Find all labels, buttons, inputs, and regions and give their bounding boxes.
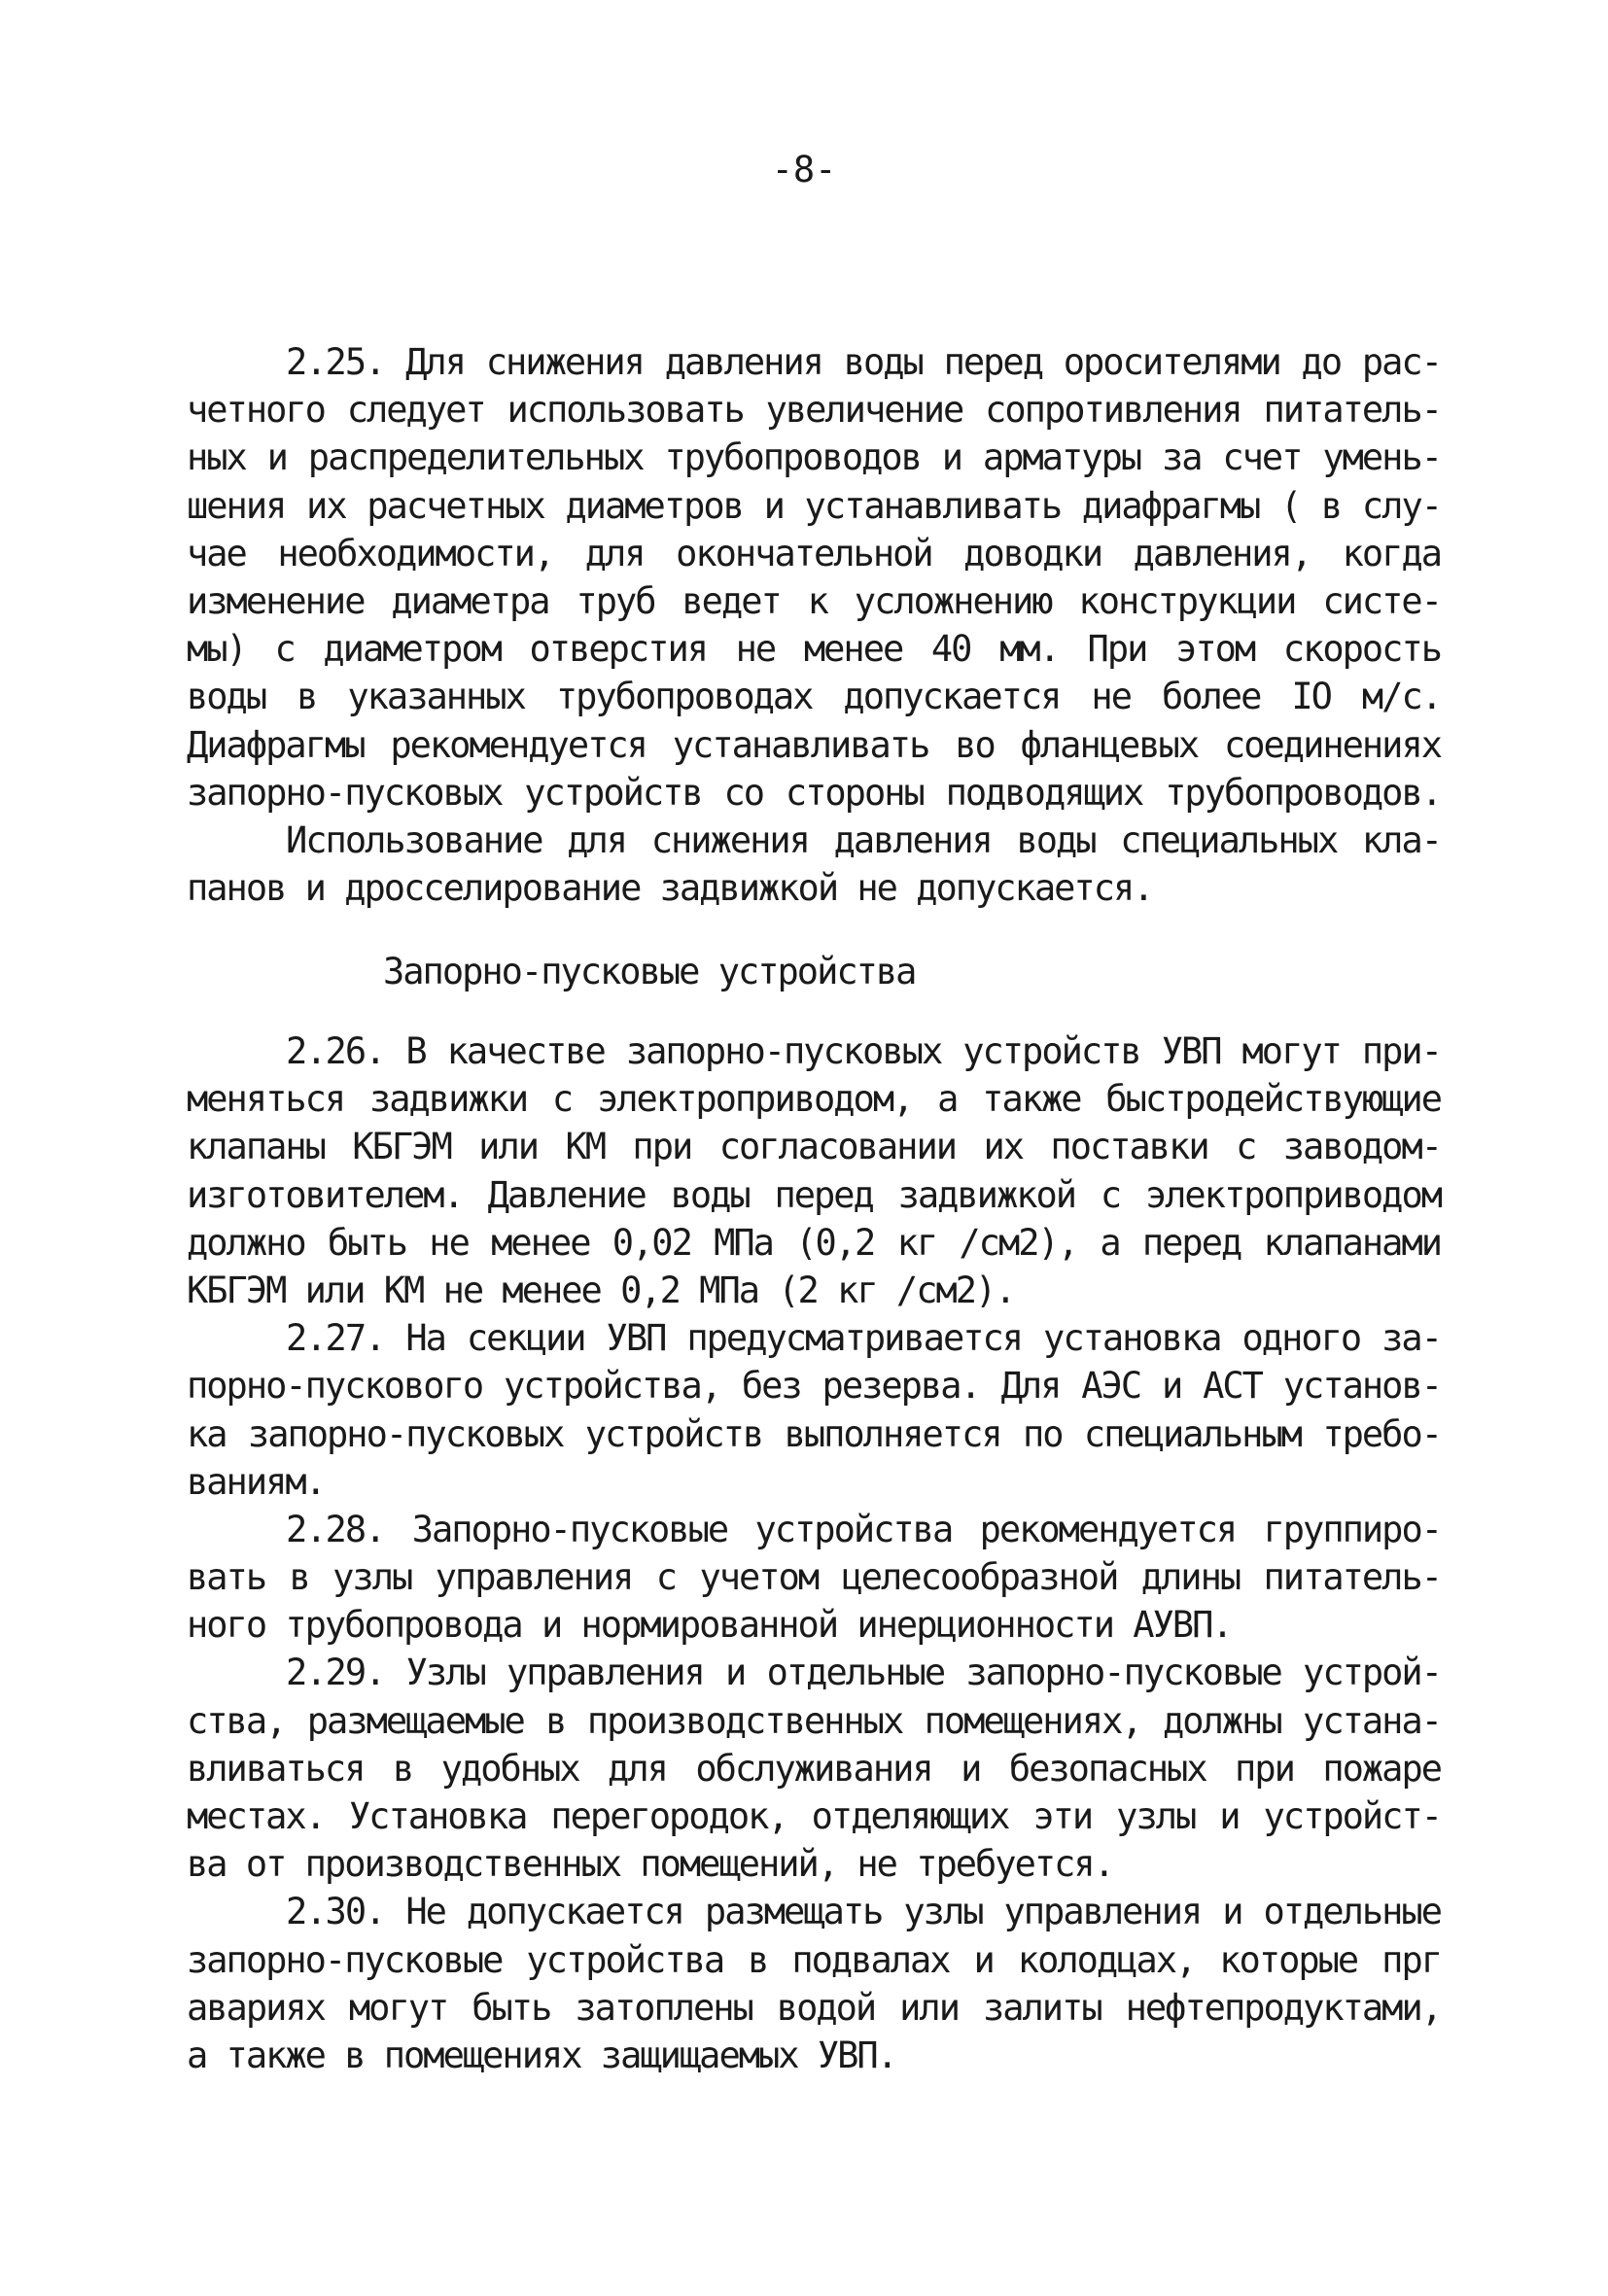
paragraph-line: ва от производственных помещений, не требуется.: [187, 1843, 1113, 1886]
paragraph-line: 2.29. Узлы управления и отдельные запорно-пусковые устрой-: [286, 1652, 1441, 1694]
section-2-26-2-30-text: [187, 1027, 1441, 2079]
paragraph-line: панов и дросселирование задвижкой не допускается.: [187, 867, 1153, 910]
paragraph-line: мы) с диаметром отверстия не менее 40 мм. При этом скорость: [187, 628, 1441, 671]
paragraph-line: клапаны КБГЭМ или КМ при согласовании их поставки с заводом-: [187, 1126, 1441, 1168]
paragraph-line: ваниям.: [187, 1460, 325, 1503]
paragraph-line: 2.30. Не допускается размещать узлы управления и отдельные: [286, 1891, 1441, 1933]
paragraph-line: Использование для снижения давления воды специальных кла-: [286, 818, 1441, 861]
paragraph-line: 2.25. Для снижения давления воды перед оросителями до рас-: [286, 341, 1441, 383]
paragraph-line: четного следует использовать увеличение сопротивления питатель-: [187, 389, 1441, 432]
paragraph-line: изменение диаметра труб ведет к усложнению конструкции систе-: [187, 579, 1441, 622]
paragraph-line: вать в узлы управления с учетом целесообразной длины питатель-: [187, 1556, 1441, 1599]
paragraph-line: авариях могут быть затоплены водой или залиты нефтепродуктами,: [187, 1986, 1441, 2029]
paragraph-line: ства, размещаемые в производственных помещениях, должны устана-: [187, 1699, 1441, 1742]
paragraph-line: 2.26. В качестве запорно-пусковых устройств УВП могут при-: [286, 1030, 1441, 1072]
paragraph-line: 2.28. Запорно-пусковые устройства рекомендуется группиро-: [286, 1508, 1441, 1550]
paragraph-line: изготовителем. Давление воды перед задвижкой с электроприводом: [187, 1173, 1441, 1216]
paragraph-line: воды в указанных трубопроводах допускается не более IO м/с.: [187, 676, 1441, 718]
paragraph-line: 2.27. На секции УВП предусматривается установка одного за-: [286, 1317, 1441, 1360]
paragraph-line: меняться задвижки с электроприводом, а также быстродействующие: [187, 1078, 1441, 1121]
paragraph-line: Диафрагмы рекомендуется устанавливать во фланцевых соединениях: [187, 723, 1441, 766]
paragraph-line: чае необходимости, для окончательной доводки давления, когда: [187, 532, 1441, 574]
paragraph-line: должно быть не менее 0,02 МПа (0,2 кг /см2), а перед клапанами: [187, 1221, 1441, 1264]
page-number: -8-: [771, 149, 837, 191]
paragraph-line: шения их расчетных диаметров и устанавливать диафрагмы ( в слу-: [187, 484, 1441, 527]
paragraph-line: местах. Установка перегородок, отделяющих эти узлы и устройст-: [187, 1795, 1441, 1837]
paragraph-line: а также в помещениях защищаемых УВП.: [187, 2034, 896, 2076]
paragraph-line: порно-пускового устройства, без резерва. Для АЭС и АСТ установ-: [187, 1365, 1441, 1408]
paragraph-line: вливаться в удобных для обслуживания и безопасных при пожаре: [187, 1747, 1441, 1790]
section-2-25-text: [187, 338, 1441, 912]
paragraph-line: ка запорно-пусковых устройств выполняется по специальным требо-: [187, 1412, 1441, 1455]
paragraph-line: запорно-пусковые устройства в подвалах и колодцах, которые прг: [187, 1938, 1441, 1981]
paragraph-line: ного трубопровода и нормированной инерционности АУВП.: [187, 1604, 1232, 1647]
paragraph-line: ных и распределительных трубопроводов и арматуры за счет умень-: [187, 436, 1441, 479]
section-heading: Запорно-пусковые устройства: [383, 951, 916, 992]
paragraph-line: запорно-пусковых устройств со стороны подводящих трубопроводов.: [187, 771, 1441, 814]
paragraph-line: КБГЭМ или КМ не менее 0,2 МПа (2 кг /см2).: [187, 1269, 1015, 1311]
